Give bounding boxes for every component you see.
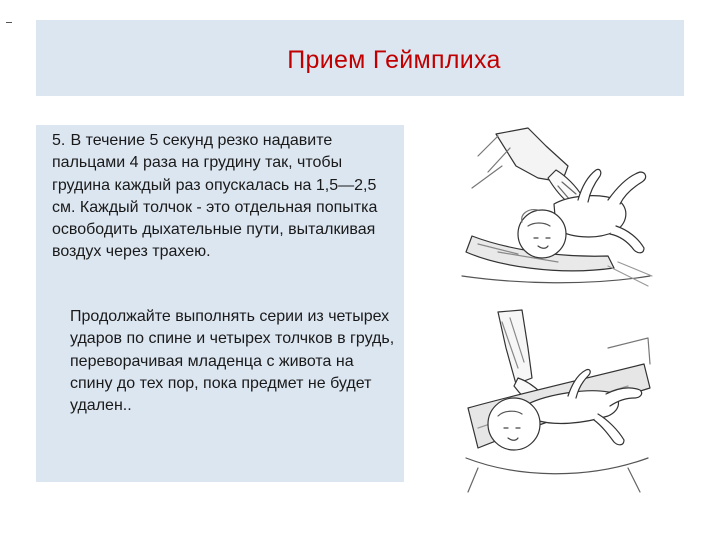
step-paragraph <box>52 130 397 264</box>
step-text: В течение 5 секунд резко надавите пальцами 4 раза на грудину так, чтобы грудина каждый раз опускалась на 1,5—2,5 см. Каждый толчок - это отдельная попытка освободить дыхательные пути, выталкивая воздух через трахею. <box>52 132 378 261</box>
continue-paragraph: Продолжайте выполнять серии из четырех ударов по спине и четырех толчков в грудь, переворачивая младенца с живота на спину до тех пор, пока предмет не будет удален.. <box>70 308 395 415</box>
title-panel <box>36 20 684 96</box>
step-number: 5. <box>52 132 66 149</box>
infant-position-illustration <box>458 308 654 494</box>
chest-thrust-illustration <box>458 126 654 296</box>
slide-title: Прием Геймплиха <box>287 45 501 74</box>
corner-mark <box>6 22 12 23</box>
